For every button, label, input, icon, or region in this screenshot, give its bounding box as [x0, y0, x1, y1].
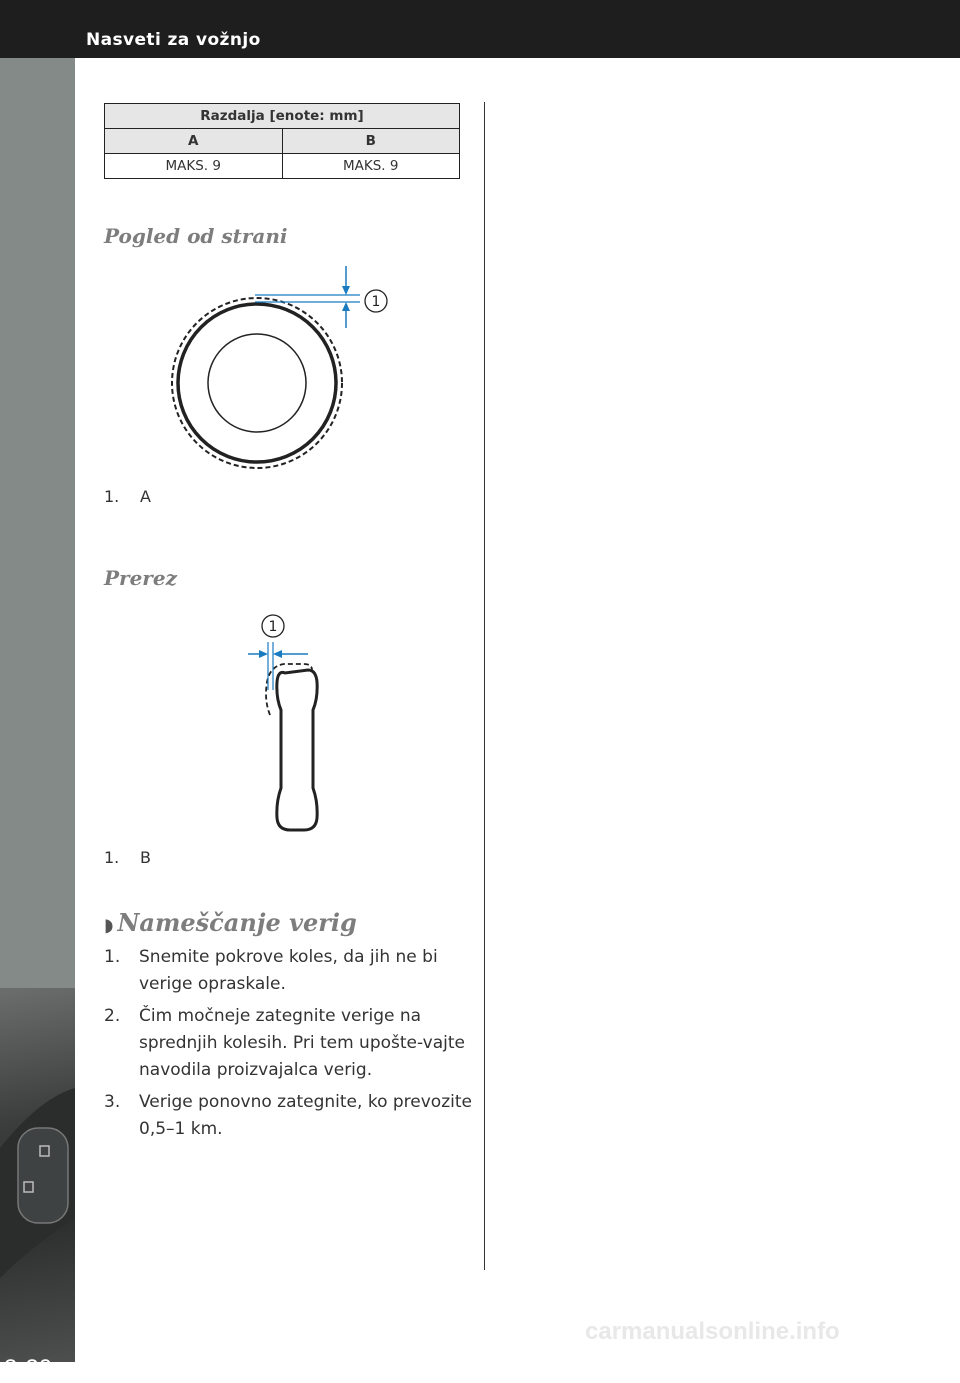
- list-item: [104, 1003, 474, 1084]
- caption-label: B: [140, 848, 151, 867]
- table-caption: Razdalja [enote: mm]: [105, 104, 460, 129]
- step-text: Snemite pokrove koles, da jih ne bi verige opraskale.: [139, 947, 438, 994]
- table-cell-b: MAKS. 9: [282, 154, 460, 179]
- step-number: 2.: [104, 1006, 121, 1026]
- cross-section-diagram: [240, 610, 350, 835]
- figure-section-title: Prerez: [104, 566, 177, 590]
- list-item: [104, 1089, 474, 1143]
- section-title: Nameščanje verig: [117, 908, 357, 937]
- caption-number: 1.: [104, 487, 120, 506]
- section-marker-icon: ◗: [104, 915, 114, 936]
- tire-outline: [178, 304, 336, 462]
- side-view-diagram: [160, 262, 420, 482]
- page-number: 3-20: [4, 1355, 53, 1382]
- side-tab: [0, 58, 75, 1382]
- column-divider: [484, 102, 485, 1270]
- distance-table: [104, 103, 460, 179]
- step-text: Verige ponovno zategnite, ko prevozite 0,5–1 km.: [139, 1092, 472, 1139]
- chain-outline: [172, 298, 342, 468]
- list-item: [104, 944, 474, 998]
- table-header-a: A: [105, 129, 283, 154]
- step-number: 3.: [104, 1092, 121, 1112]
- page-header: [0, 0, 960, 58]
- caption-label: A: [140, 487, 151, 506]
- step-number: 1.: [104, 947, 121, 967]
- figure-section-caption: [104, 848, 151, 867]
- callout-number: 1: [371, 294, 381, 310]
- rim-outline: [208, 334, 306, 432]
- figure-side-title: Pogled od strani: [104, 224, 288, 248]
- caption-number: 1.: [104, 848, 120, 867]
- figure-side-caption: [104, 487, 151, 506]
- table-header-b: B: [282, 129, 460, 154]
- door-lock-icons: [0, 988, 75, 1362]
- callout-number: 1: [268, 619, 278, 635]
- step-text: Čim močneje zategnite verige na sprednjih kolesih. Pri tem upošte-vajte navodila proizvajalca verig.: [139, 1006, 466, 1080]
- car-door-photo: [0, 988, 75, 1362]
- table-cell-a: MAKS. 9: [105, 154, 283, 179]
- header-title: Nasveti za vožnjo: [86, 30, 261, 50]
- section-profile: [277, 670, 317, 830]
- instruction-list: [104, 944, 474, 1148]
- watermark: carmanualsonline.info: [585, 1318, 840, 1345]
- section-heading: [104, 908, 357, 937]
